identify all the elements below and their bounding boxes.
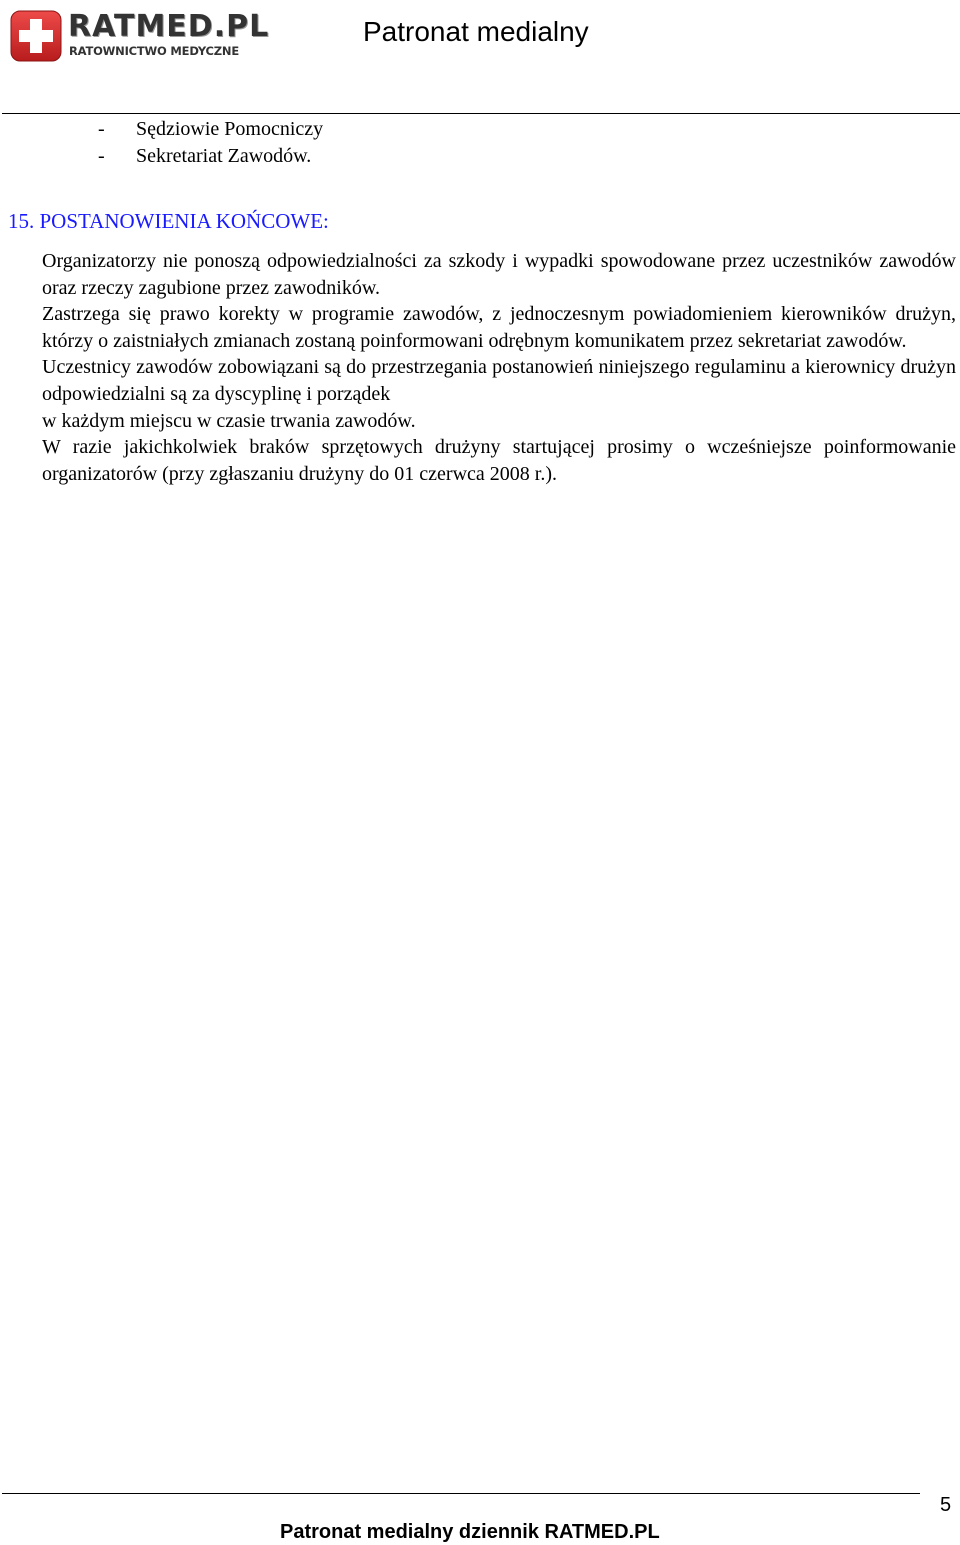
bullet-marker: - [98,118,105,140]
paragraph-text: Uczestnicy zawodów zobowiązani są do przestrzegania postanowień niniejszego regulaminu a kierownicy drużyn odpowiedzialni są za dyscyplinę i porządek [42,356,956,405]
bullet-marker: - [98,144,105,167]
header-title: Patronat medialny [363,16,589,47]
section-body [42,248,956,487]
page-number: 5 [940,1494,952,1516]
paragraph [42,301,956,354]
paragraph [42,434,956,487]
footer-text: Patronat medialny dziennik RATMED.PL [280,1521,660,1543]
page-header [0,0,960,116]
logo-text: RATMED.PL [68,9,270,44]
paragraph-text: W razie jakichkolwiek braków sprzętowych drużyny startującej prosimy o wcześniejsze poinformowanie organizatorów (przy zgłaszaniu drużyny do 01 czerwca 2008 r.). [42,436,956,485]
paragraph-text: Organizatorzy nie ponoszą odpowiedzialności za szkody i wypadki spowodowane przez uczestników zawodów oraz rzeczy zagubione przez zawodników. [42,250,956,299]
ratmed-logo [10,9,270,62]
medical-cross-icon [10,10,62,62]
list-item-text: Sekretariat Zawodów. [136,144,312,167]
section-heading: 15. POSTANOWIENIA KOŃCOWE: [8,209,329,233]
paragraph-text: Zastrzega się prawo korekty w programie zawodów, z jednoczesnym powiadomieniem kierowników drużyn, którzy o zaistniałych zmianach zostaną poinformowani odrębnym komunikatem przez sekretariat zawodów. [42,303,956,352]
footer-divider [2,1493,920,1494]
header-divider [2,113,960,114]
list-item-text: Sędziowie Pomocniczy [136,118,324,140]
list-item [98,143,323,170]
bullet-list [98,116,323,169]
logo-subtext: RATOWNICTWO MEDYCZNE [69,44,240,58]
list-item [98,116,323,143]
paragraph [42,354,956,434]
paragraph [42,248,956,301]
paragraph-text: w każdym miejscu w czasie trwania zawodów. [42,409,416,432]
